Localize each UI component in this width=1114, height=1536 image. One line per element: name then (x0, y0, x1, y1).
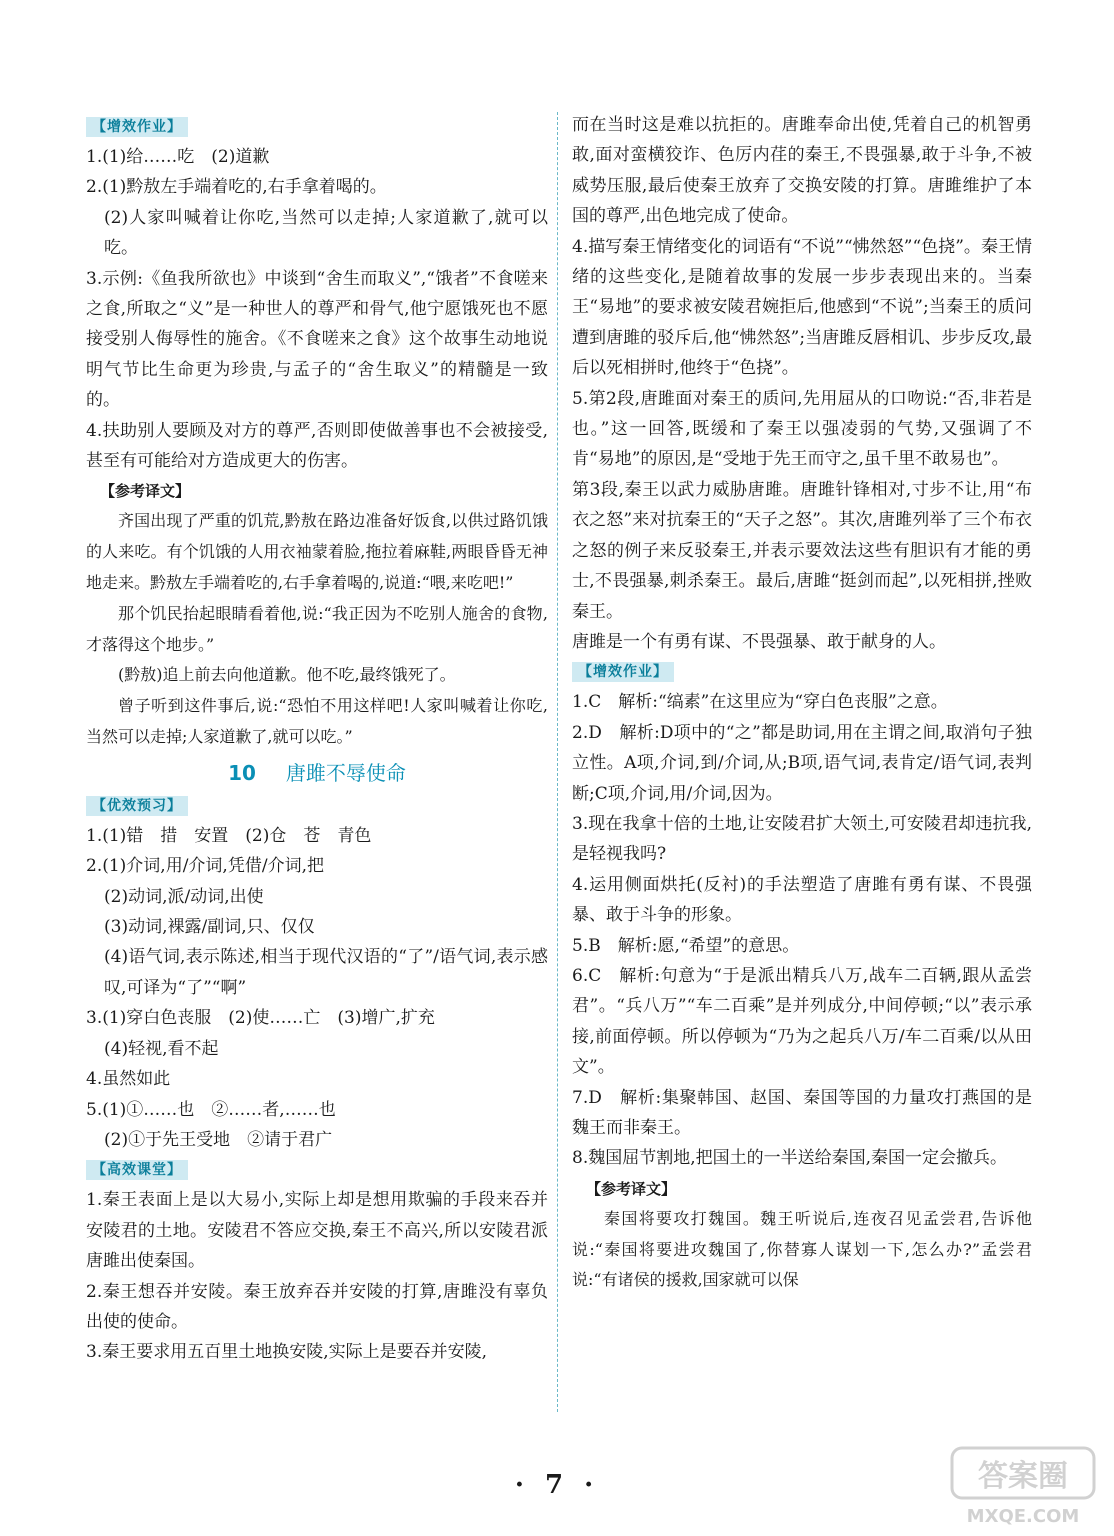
watermark-logo-icon (948, 1444, 1098, 1528)
class-5a: 5.第2段,唐雎面对秦王的质问,先用屈从的口吻说:“否,非若是也。”这一回答,既缓和了秦王以强凌弱的气势,又强调了不肯“易地”的原因,是“受地于先王而守之,虽千里不敢易也”。 (572, 388, 1032, 470)
column-divider (557, 112, 558, 1412)
preview-3a: 3.(1)穿白色丧服 (2)使……亡 (3)增广,扩充 (86, 1008, 435, 1029)
class-3-cont: 而在当时这是难以抗拒的。唐雎奉命出使,凭着自己的机智勇敢,面对蛮横狡诈、色厉内荏的秦王,不畏强暴,敢于斗争,不被威势压服,最后使秦王放弃了交换安陵的打算。唐雎维护了本国的尊严,出色地完成了使命。 (572, 115, 1032, 227)
answer-1: 1.(1)给……吃 (2)道歉 (86, 147, 270, 167)
class-5c: 唐雎是一个有勇有谋、不畏强暴、敢于献身的人。 (572, 631, 946, 652)
svg-text:MXQE.COM: MXQE.COM (966, 1506, 1080, 1527)
class-5b: 第3段,秦王以武力威胁唐雎。唐雎针锋相对,寸步不让,用“布衣之怒”来对抗秦王的“天子之怒”。其次,唐雎列举了三个布衣之怒的例子来反驳秦王,并表示要效法这些有胆识有才能的勇士,不畏强暴,刺杀秦王。最后,唐雎“挺剑而起”,以死相拼,挫败秦王。 (572, 479, 1032, 622)
answer-3: 3.示例:《鱼我所欲也》中谈到“舍生而取义”,“饿者”不食嗟来之食,所取之“义”是一种世人的尊严和骨气,他宁愿饿死也不愿接受别人侮辱性的施舍。《不食嗟来之食》这个故事生动地说明气节比生命更为珍贵,与孟子的“舍生取义”的精髓是一致的。 (86, 268, 548, 411)
left-column (86, 112, 548, 1368)
section-tag-youxiao: 【优效预习】 (86, 796, 188, 816)
homework-3: 3.现在我拿十倍的土地,让安陵君扩大领土,可安陵君却违抗我,是轻视我吗? (572, 813, 1032, 865)
homework-7: 7.D 解析:集聚韩国、赵国、秦国等国的力量攻打燕国的是魏王而非秦王。 (572, 1087, 1032, 1138)
translation-para-5: 秦国将要攻打魏国。魏王听说后,连夜召见孟尝君,告诉他说:“秦国将要进攻魏国了,你替寡人谋划一下,怎么办?”孟尝君说:“有诸侯的援救,国家就可以保 (572, 1208, 1032, 1290)
preview-2c: (3)动词,裸露/副词,只、仅仅 (104, 917, 315, 938)
preview-5a: 5.(1)①……也 ②……者,……也 (86, 1099, 336, 1120)
lesson-title (86, 755, 548, 791)
homework-2: 2.D 解析:D项中的“之”都是助词,用在主谓之间,取消句子独立性。A项,介词,到/介词,从;B项,语气词,表肯定/语气词,表判断;C项,介词,用/介词,因为。 (572, 722, 1032, 804)
class-4: 4.描写秦王情绪变化的词语有“不说”“怫然怒”“色挠”。秦王情绪的这些变化,是随着故事的发展一步步表现出来的。当秦王“易地”的要求被安陵君婉拒后,他感到“不说”;当秦王的质问遭到唐雎的驳斥后,他“怫然怒”;当唐雎反唇相讥、步步反攻,最后以死相拼时,他终于“色挠”。 (572, 236, 1032, 379)
homework-4: 4.运用侧面烘托(反衬)的手法塑造了唐雎有勇有谋、不畏强暴、敢于斗争的形象。 (572, 874, 1032, 926)
translation-para-3: (黔敖)追上前去向他道歉。他不吃,最终饿死了。 (118, 665, 456, 685)
translation-para-2: 那个饥民抬起眼睛看着他,说:“我正因为不吃别人施舍的食物,才落得这个地步。” (86, 603, 548, 654)
homework-5: 5.B 解析:愿,“希望”的意思。 (572, 935, 800, 956)
answer-2b: (2)人家叫喊着让你吃,当然可以走掉;人家道歉了,就可以吃。 (104, 207, 548, 259)
reference-translation-label-2: 【参考译文】 (586, 1179, 677, 1198)
homework-6: 6.C 解析:句意为“于是派出精兵八万,战车二百辆,跟从孟尝君”。“兵八万”“车二百乘”是并列成分,中间停顿;“以”表示承接,前面停顿。所以停顿为“乃为之起兵八万/车二百乘/以从田文”。 (572, 965, 1032, 1078)
reference-translation-label: 【参考译文】 (100, 482, 191, 501)
translation-para-1: 齐国出现了严重的饥荒,黔敖在路边准备好饭食,以供过路饥饿的人来吃。有个饥饿的人用衣袖蒙着脸,拖拉着麻鞋,两眼昏昏无神地走来。黔敖左手端着吃的,右手拿着喝的,说道:“喂,来吃吧!” (86, 511, 548, 593)
preview-2a: 2.(1)介词,用/介词,凭借/介词,把 (86, 856, 324, 877)
right-column (572, 110, 1032, 1296)
translation-para-4: 曾子听到这件事后,说:“恐怕不用这样吧!人家叫喊着让你吃,当然可以走掉;人家道歉了,就可以吃。” (86, 696, 548, 747)
class-3: 3.秦王要求用五百里土地换安陵,实际上是要吞并安陵, (86, 1342, 488, 1363)
preview-3b: (4)轻视,看不起 (104, 1038, 219, 1059)
page-number: · 7 · (514, 1470, 600, 1500)
section-tag-zengxiao-2: 【增效作业】 (572, 662, 674, 682)
homework-1: 1.C 解析:“缟素”在这里应为“穿白色丧服”之意。 (572, 692, 948, 713)
answer-4: 4.扶助别人要顾及对方的尊严,否则即使做善事也不会被接受,甚至有可能给对方造成更大的伤害。 (86, 420, 548, 472)
preview-5b: (2)①于先王受地 ②请于君广 (104, 1129, 333, 1150)
section-tag-zengxiao: 【增效作业】 (86, 117, 188, 137)
lesson-number: 10 (228, 760, 256, 785)
preview-4: 4.虽然如此 (86, 1069, 171, 1090)
svg-text:答案圈: 答案圈 (978, 1459, 1068, 1494)
section-tag-gaoxiao: 【高效课堂】 (86, 1160, 188, 1180)
homework-8: 8.魏国屈节割地,把国土的一半送给秦国,秦国一定会撤兵。 (572, 1148, 1008, 1169)
answer-2a: 2.(1)黔敖左手端着吃的,右手拿着喝的。 (86, 177, 387, 198)
preview-2b: (2)动词,派/动词,出使 (104, 886, 264, 907)
class-1: 1.秦王表面上是以大易小,实际上却是想用欺骗的手段来吞并安陵君的土地。安陵君不答应交换,秦王不高兴,所以安陵君派唐雎出使秦国。 (86, 1190, 548, 1272)
preview-2d: (4)语气词,表示陈述,相当于现代汉语的“了”/语气词,表示感叹,可译为“了”“啊” (104, 947, 548, 998)
class-2: 2.秦王想吞并安陵。秦王放弃吞并安陵的打算,唐雎没有辜负出使的使命。 (86, 1281, 548, 1332)
lesson-name: 唐雎不辱使命 (285, 760, 406, 785)
preview-1: 1.(1)错 措 安置 (2)仓 苍 青色 (86, 825, 372, 846)
